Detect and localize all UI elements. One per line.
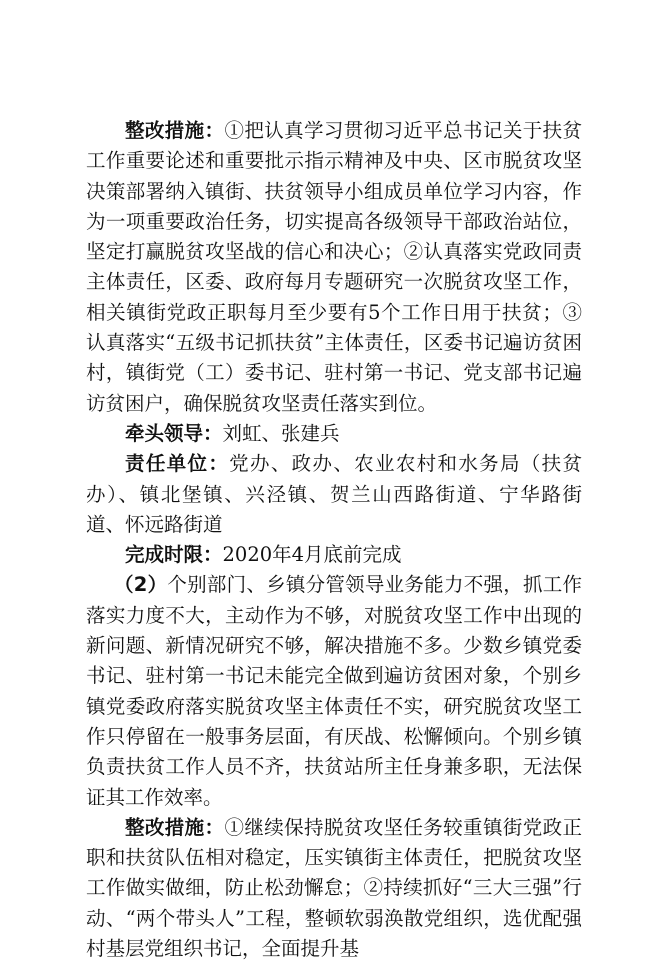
- lead-leader-paragraph: [86, 419, 582, 449]
- lead-leader-label: 牵头领导：: [125, 421, 223, 445]
- responsible-unit-paragraph: [86, 449, 582, 540]
- deadline-label: 完成时限：: [125, 543, 223, 567]
- rectification-measures-label: 整改措施：: [125, 119, 225, 142]
- rectification-measures-label-2: 整改措施：: [125, 815, 225, 839]
- deadline-text: 2020年4月底前完成: [222, 543, 402, 567]
- lead-leader-text: 刘虹、张建兵: [222, 421, 340, 445]
- rectification-measures-text: ①把认真学习贯彻习近平总书记关于扶贫工作重要论述和重要批示指示精神及中央、区市脱贫攻坚决策部署纳入镇街、扶贫领导小组成员单位学习内容，作为一项重要政治任务，切实提高各级领导干部政治站位，坚定打赢脱贫攻坚战的信心和决心；②认真落实党政同责主体责任，区委、政府每月专题研究一次脱贫攻坚工作，相关镇街党政正职每月至少要有5个工作日用于扶贫；③认真落实“五级书记抓扶贫”主体责任，区委书记遍访贫困村，镇街党（工）委书记、驻村第一书记、党支部书记遍访贫困户，确保脱贫攻坚责任落实到位。: [86, 119, 582, 415]
- responsible-unit-label: 责任单位：: [125, 452, 230, 476]
- rectification-measures-text-2: ①继续保持脱贫攻坚任务较重镇街党政正职和扶贫队伍相对稳定，压实镇街主体责任，把脱贫攻坚工作做实做细，防止松劲懈怠；②持续抓好“三大三强”行动、“两个带头人”工程，整顿软弱涣散党组织，选优配强村基层党组织书记，全面提升基: [86, 815, 582, 961]
- issue-2-text: 个别部门、乡镇分管领导业务能力不强，抓工作落实力度不大，主动作为不够，对脱贫攻坚工作中出现的新问题、新情况研究不够，解决措施不多。少数乡镇党委书记、驻村第一书记未能完全做到遍访贫困对象，个别乡镇党委政府落实脱贫攻坚主体责任不实，研究脱贫攻坚工作只停留在一般事务层面，有厌战、松懈倾向。个别乡镇负责扶贫工作人员不齐，扶贫站所主任身兼多职，无法保证其工作效率。: [86, 573, 582, 809]
- rectification-measures-paragraph-2: [86, 813, 582, 964]
- issue-2-paragraph: [86, 570, 582, 812]
- rectification-measures-paragraph-1: [86, 116, 582, 419]
- issue-2-label: （2）: [114, 573, 168, 597]
- document-body: [86, 116, 582, 964]
- deadline-paragraph: [86, 540, 582, 570]
- responsible-unit-text: 党办、政办、农业农村和水务局（扶贫办）、镇北堡镇、兴泾镇、贺兰山西路街道、宁华路街道、怀远路街道: [86, 452, 582, 536]
